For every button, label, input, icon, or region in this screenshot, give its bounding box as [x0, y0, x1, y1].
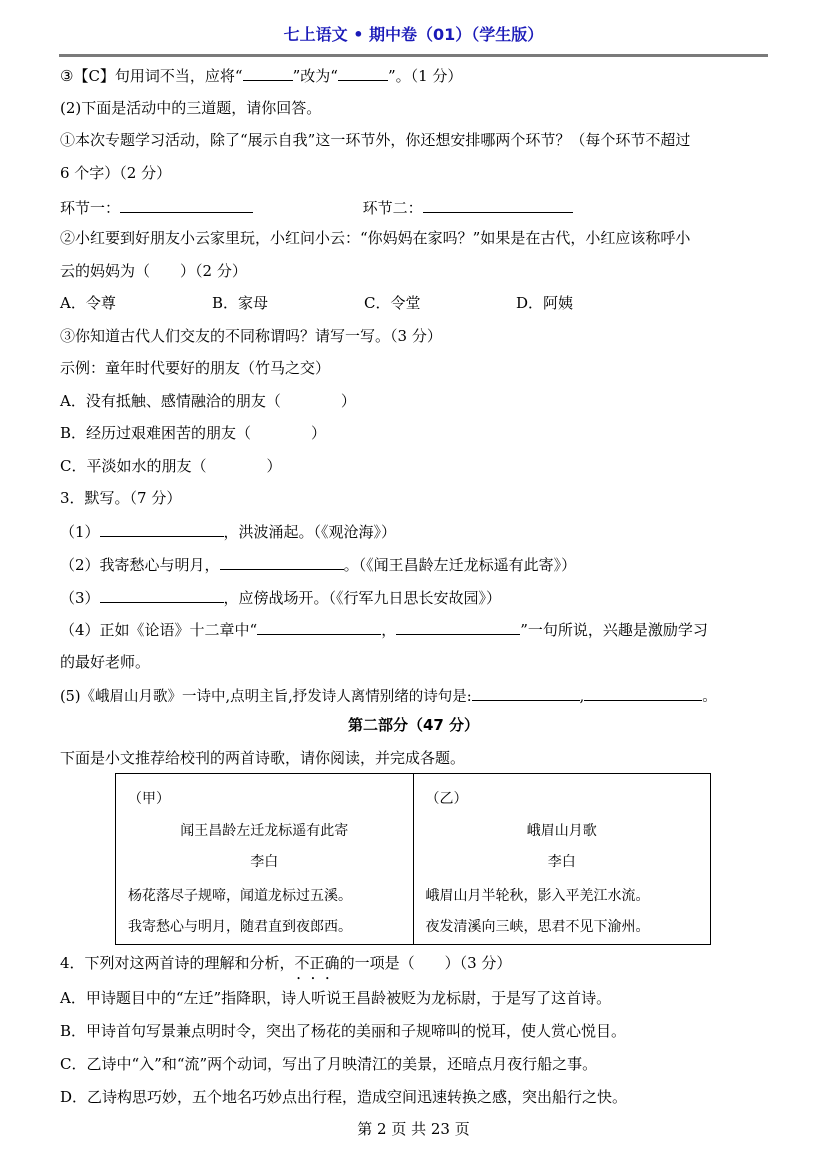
answer-blank[interactable] — [396, 619, 520, 635]
q2-3-mid: ”改为“ — [292, 67, 338, 85]
poem-title: 峨眉山月歌 — [526, 823, 597, 839]
item-post: ，洪波涌起。（《观沧海》） — [223, 523, 397, 541]
item-num: （2） — [60, 556, 100, 574]
answer-blank[interactable] — [100, 521, 224, 537]
q3-title: 3．默写。（7 分） — [60, 489, 182, 507]
sub3-example: 示例：童年时代要好的朋友（竹马之交） — [60, 359, 331, 377]
q4-option-b[interactable]: B．甲诗首句写景兼点明时令，突出了杨花的美丽和子规啼叫的悦耳，使人赏心悦目。 — [60, 1022, 627, 1040]
q4-option-d[interactable]: D．乙诗构思巧妙，五个地名巧妙点出行程，造成空间迅速转换之感，突出船行之快。 — [60, 1088, 628, 1106]
answer-blank[interactable] — [220, 554, 344, 570]
q2-3-suffix: ”。（1 分） — [387, 67, 463, 85]
q3-item-5 — [60, 685, 717, 707]
option-d[interactable]: D．阿姨 — [516, 294, 574, 312]
sub1-fields — [60, 197, 573, 218]
page-number-footer: 第 2 页 共 23 页 — [357, 1120, 470, 1138]
q2-3-prefix: ③【C】句用词不当，应将“ — [60, 67, 243, 85]
document-header-title: 七上语文 • 期中卷（01）（学生版） — [283, 25, 544, 44]
item-mid: ， — [381, 621, 397, 639]
q4-option-c[interactable]: C．乙诗中“入”和“流”两个动词，写出了月映清江的美景，还暗点月夜行船之事。 — [60, 1055, 598, 1073]
sub1-line1: ①本次专题学习活动，除了“展示自我”这一环节外，你还想安排哪两个环节？（每个环节不超过 — [60, 131, 691, 149]
sub3-item-b: B．经历过艰难困苦的朋友（ ） — [60, 424, 327, 442]
poems-table — [115, 773, 711, 945]
item-post: ”一句所说，兴趣是激励学习 — [520, 621, 708, 639]
q3-item-4-cont: 的最好老师。 — [60, 653, 151, 671]
part-2-title: 第二部分（47 分） — [347, 716, 480, 734]
answer-blank[interactable] — [243, 65, 293, 81]
item-num: （3） — [60, 589, 100, 607]
option-c[interactable]: C．令堂 — [364, 294, 421, 312]
poem-tag: （乙） — [425, 791, 468, 807]
field2-blank[interactable] — [423, 197, 573, 213]
question-2-3-line — [60, 65, 462, 86]
item-mid: , — [579, 689, 585, 705]
poem-line: 杨花落尽子规啼，闻道龙标过五溪。 — [128, 888, 352, 904]
item-num: （4） — [60, 621, 100, 639]
part-2-intro-text: 下面是小文推荐给校刊的两首诗歌，请你阅读，并完成各题。 — [60, 749, 466, 767]
answer-blank[interactable] — [338, 65, 388, 81]
field2-label: 环节二： — [362, 199, 423, 217]
poem-jia — [116, 774, 414, 944]
item-pre: 《峨眉山月歌》一诗中,点明主旨,抒发诗人离情别绪的诗句是: — [80, 689, 472, 705]
poem-title: 闻王昌龄左迁龙标遥有此寄 — [180, 823, 349, 839]
header-divider — [59, 54, 768, 57]
item-pre: 正如《论语》十二章中“ — [99, 621, 258, 639]
q4-stem-emphasis: 不正确 • • • — [295, 954, 340, 972]
item-num: （1） — [60, 523, 100, 541]
field1-blank[interactable] — [120, 197, 253, 213]
item-post: 。（《闻王昌龄左迁龙标遥有此寄》） — [343, 556, 577, 574]
poem-author: 李白 — [250, 854, 279, 870]
option-a[interactable]: A．令尊 — [60, 294, 116, 312]
q4-stem — [60, 953, 511, 973]
sub2-line2: 云的妈妈为（ ）（2 分） — [60, 262, 247, 280]
poem-yi — [414, 774, 711, 944]
answer-blank[interactable] — [257, 619, 381, 635]
poem-line: 峨眉山月半轮秋，影入平羌江水流。 — [425, 888, 650, 904]
poem-line: 夜发清溪向三峡，思君不见下渝州。 — [425, 919, 650, 935]
sub3-item-a: A．没有抵触、感情融洽的朋友（ ） — [60, 392, 356, 410]
q4-stem-pre: 4．下列对这两首诗的理解和分析， — [60, 954, 295, 972]
sub3-item-c: C．平淡如水的朋友（ ） — [60, 457, 282, 475]
q3-item-1 — [60, 521, 396, 542]
part-2-intro: (2)下面是活动中的三道题，请你回答。 — [60, 99, 322, 117]
field1-label: 环节一： — [60, 199, 121, 217]
poem-author: 李白 — [547, 854, 576, 870]
sub2-options — [60, 293, 573, 313]
item-post: 。 — [702, 689, 717, 705]
option-b[interactable]: B．家母 — [212, 294, 269, 312]
poem-tag: （甲） — [128, 791, 170, 807]
poem-line: 我寄愁心与明月，随君直到夜郎西。 — [128, 919, 352, 935]
answer-blank[interactable] — [100, 587, 224, 603]
sub3-line1: ③你知道古代人们交友的不同称谓吗？请写一写。（3 分） — [60, 327, 442, 345]
item-num: (5) — [60, 689, 81, 705]
q3-item-4 — [60, 619, 708, 640]
answer-blank[interactable] — [472, 685, 580, 701]
q3-item-3 — [60, 587, 501, 608]
q4-stem-post: 的一项是（ ）（3 分） — [339, 954, 512, 972]
sub2-line1: ②小红要到好朋友小云家里玩，小红问小云：“你妈妈在家吗？”如果是在古代，小红应该称呼小 — [60, 229, 691, 247]
q3-item-2 — [60, 554, 576, 575]
item-post: ，应傍战场开。（《行军九日思长安故园》） — [223, 589, 502, 607]
answer-blank[interactable] — [584, 685, 702, 701]
q4-option-a[interactable]: A．甲诗题目中的“左迁”指降职，诗人听说王昌龄被贬为龙标尉，于是写了这首诗。 — [60, 989, 612, 1007]
sub1-line2: 6 个字）（2 分） — [60, 164, 172, 182]
item-pre: 我寄愁心与明月， — [99, 556, 220, 574]
